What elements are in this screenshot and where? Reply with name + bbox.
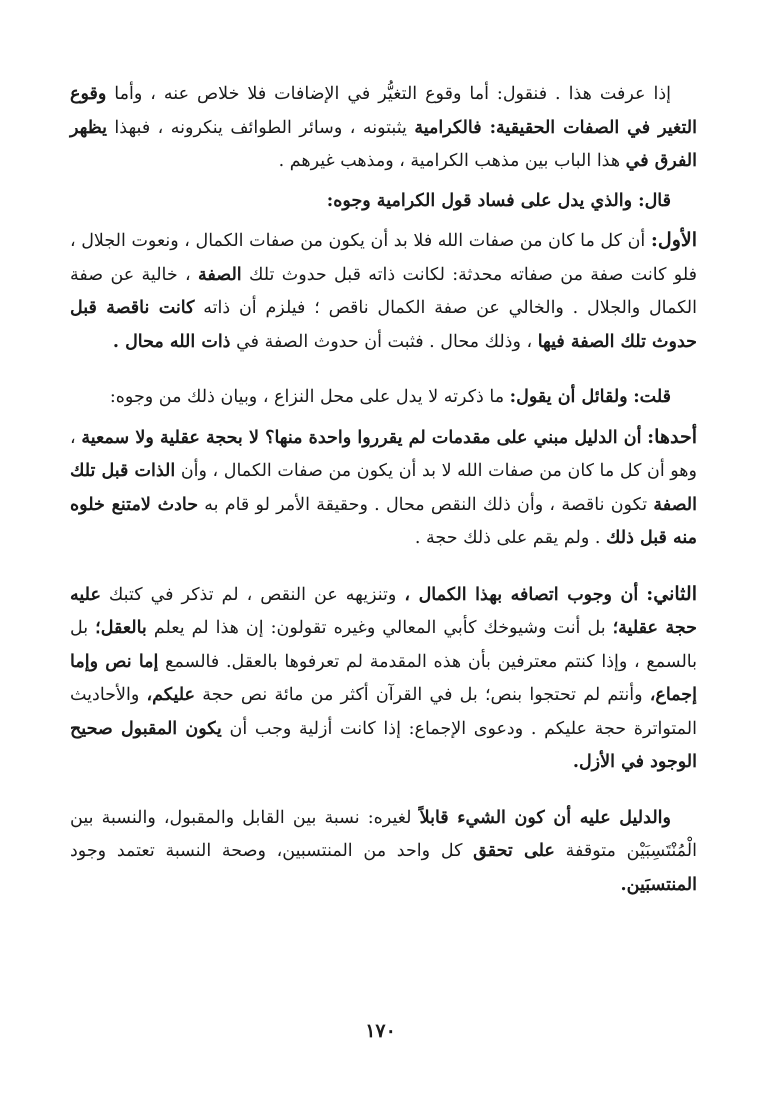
p6-text-2: بل أنت وشيوخك كأبي المعالي وغيره تقولون: إن هذا لم يعلم (153, 618, 606, 638)
p6-text-3: بل بالسمع ، وإذا كنتم معترفين بأن هذه المقدمة لم تعرفوها بالعقل. فالسمع (70, 618, 697, 672)
p7-bold-2: على تحقق (473, 841, 555, 861)
p7-bold-3: المنتسبَين. (620, 874, 697, 895)
paragraph-5 (70, 421, 697, 556)
p1-bold-1: وقوع التغير في الصفات الحقيقية: فالكرامية (70, 84, 697, 138)
p3-bold-1: الصفة (198, 264, 242, 285)
p1-text-2: يثبتونه ، وسائر الطوائف ينكرونه ، فبهذا (114, 117, 407, 138)
paragraph-6 (70, 578, 697, 780)
p6-label: الثاني: (646, 582, 697, 605)
p7-text-2: الْمُنْتَسِبَيْن متوقفة (565, 841, 697, 861)
p1-text: إذا عرفت هذا . فنقول: أما وقوع التغيُّر في الإضافات فلا خلاص عنه ، وأما (114, 84, 671, 104)
p3-text-2: ، خالية عن صفة الكمال والجلال . والخالي عن صفة الكمال ناقص ؛ فيلزم أن ذاته (70, 264, 697, 318)
p5-label: أحدها: (647, 425, 697, 448)
p6-bold-1: أن وجوب اتصافه بهذا الكمال ، (404, 584, 639, 605)
page-body (70, 78, 697, 902)
p5-bold-2: الذات قبل تلك الصفة (70, 461, 697, 515)
p3-bold-2: كانت ناقصة قبل حدوث تلك الصفة فيها (70, 298, 697, 352)
paragraph-2 (70, 185, 697, 219)
p6-bold-5: عليكم، (146, 685, 195, 705)
p7-bold-1: والدليل عليه أن كون الشيء قابلاً (419, 807, 671, 828)
paragraph-4 (70, 381, 697, 415)
p3-label: الأول: (650, 229, 697, 251)
p1-text-3: هذا الباب بين مذهب الكرامية ، ومذهب غيرهم . (278, 151, 621, 171)
p5-text-2: تكون ناقصة ، وأن ذلك النقص محال . وحقيقة الأمر لو قام به (204, 494, 648, 515)
p4-bold-1: ولقائل أن يقول: (509, 387, 628, 407)
p3-text-1: أن كل ما كان من صفات الله فلا بد أن يكون من صفات الكمال ، ونعوت الجلال ، فلو كانت صفة من صفاته محدثة: لكانت ذاته قبل حدوث تلك (70, 231, 697, 285)
p5-text-1: ، وهو أن كل ما كان من صفات الله لا بد أن يكون من صفات الكمال ، وأن (70, 427, 697, 481)
p6-bold-2: عليه حجة عقلية؛ (70, 584, 697, 638)
p5-bold-3: حادث لامتنع خلوه منه قبل ذلك (70, 494, 697, 548)
p3-text-3: ، وذلك محال . فثبت أن حدوث الصفة في (236, 331, 533, 352)
p6-bold-6: يكون المقبول صحيح الوجود في الأزل. (70, 718, 697, 772)
p6-bold-4: إما نص وإما إجماع، (70, 651, 697, 705)
p3-bold-3: ذات الله محال . (112, 331, 231, 352)
p4-text-1: ما ذكرته لا يدل على محل النزاع ، وبيان ذلك من وجوه: (109, 387, 505, 407)
page-number: ١٧٠ (365, 1020, 396, 1042)
p4-label: قلت: (633, 387, 671, 407)
paragraph-3 (70, 224, 697, 359)
p6-text-4: وأنتم لم تحتجوا بنص؛ بل في القرآن أكثر من مائة نص حجة (202, 685, 643, 705)
p2-heading: قال: والذي يدل على فساد قول الكرامية وجوه: (326, 190, 671, 211)
p6-bold-3: بالعقل؛ (95, 618, 147, 638)
p1-bold-2: يظهر الفرق في (70, 117, 697, 171)
paragraph-7 (70, 802, 697, 903)
paragraph-1 (70, 78, 697, 179)
p5-text-3: . ولم يقم على ذلك حجة . (414, 528, 601, 548)
p7-text-1: لغيره: نسبة بين القابل والمقبول، والنسبة بين (70, 807, 412, 828)
p6-text-5: والأحاديث المتواترة حجة عليكم . ودعوى الإجماع: إذا كانت أزلية وجب أن (70, 685, 697, 739)
p6-text-1: وتنزيهه عن النقص ، لم تذكر في كتبك (108, 584, 397, 605)
p5-bold-1: أن الدليل مبني على مقدمات لم يقرروا واحدة منها؟ لا بحجة عقلية ولا سمعية (81, 427, 642, 448)
p7-text-3: كل واحد من المنتسبين، وصحة النسبة تعتمد وجود (70, 841, 463, 861)
